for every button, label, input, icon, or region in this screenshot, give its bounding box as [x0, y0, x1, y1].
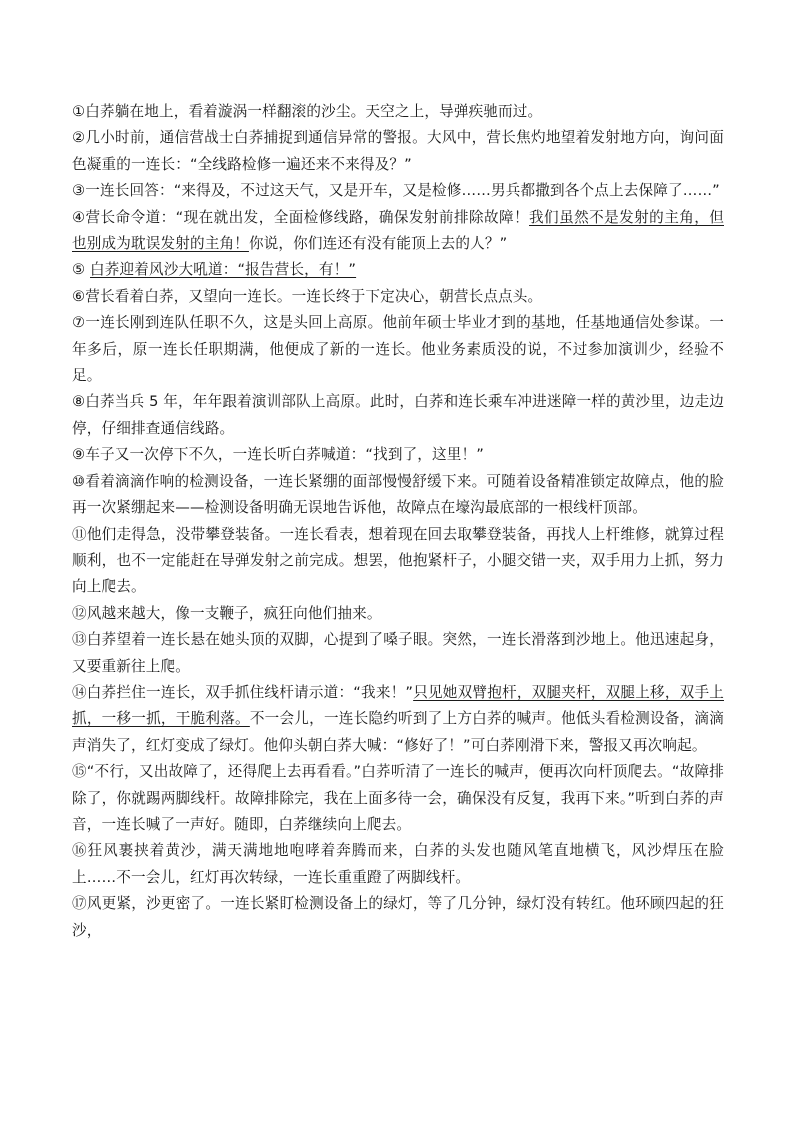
paragraph-number: ⑤ — [72, 261, 91, 279]
paragraph-text: ⑬白荞望着一连长悬在她头顶的双脚，心提到了嗓子眼。突然，一连长滑落到沙地上。他迅速起身，又要重新往上爬。 — [72, 631, 724, 675]
paragraph-text: ⑥营长看着白荞，又望向一连长。一连长终于下定决心，朝营长点点头。 — [72, 287, 543, 305]
paragraph-8 — [72, 389, 724, 442]
paragraph-text: ⑫风越来越大，像一支鞭子，疯狂向他们抽来。 — [72, 604, 382, 622]
paragraph-10 — [72, 469, 724, 522]
paragraph-9 — [72, 442, 724, 468]
paragraph-text: ⑨车子又一次停下不久，一连长听白荞喊道：“找到了，这里！” — [72, 446, 484, 464]
paragraph-6 — [72, 284, 724, 310]
story-text — [72, 99, 724, 944]
paragraph-7 — [72, 310, 724, 389]
paragraph-text: ②几小时前，通信营战士白荞捕捉到通信异常的警报。大风中，营长焦灼地望着发射地方向，询问面色凝重的一连长：“全线路检修一遍还来不来得及？” — [72, 129, 724, 173]
paragraph-text: ⑮“不行，又出故障了，还得爬上去再看看。”白荞听清了一连长的喊声，便再次向杆顶爬去。“故障排除了，你就踢两脚线杆。故障排除完，我在上面多待一会，确保没有反复，我再下来。”听到白荞的声音，一连长喊了一声好。随即，白荞继续向上爬去。 — [72, 763, 724, 833]
paragraph-text: ①白荞躺在地上，看着漩涡一样翻滚的沙尘。天空之上，导弹疾驰而过。 — [72, 103, 543, 120]
paragraph-text: 你说，你们连还有没有能顶上去的人？” — [248, 235, 508, 253]
paragraph-13 — [72, 627, 724, 680]
paragraph-14 — [72, 680, 724, 759]
underlined-sentence: 只见她双臂抱杆，双腿夹杆，双腿上移，双手上抓，一移一抓，干脆利落。 — [72, 683, 724, 728]
paragraph-3 — [72, 178, 724, 204]
paragraph-16 — [72, 838, 724, 891]
paragraph-text: ⑰风更紧，沙更密了。一连长紧盯检测设备上的绿灯，等了几分钟，绿灯没有转红。他环顾四起的狂沙， — [72, 895, 724, 939]
paragraph-text: ⑪他们走得急，没带攀登装备。一连长看表，想着现在回去取攀登装备，再找人上杆维修，就算过程顺利，也不一定能赶在导弹发射之前完成。想罢，他抱紧杆子，小腿交错一夹，双手用力上抓，努力向上爬去。 — [72, 525, 724, 596]
paragraph-2 — [72, 125, 724, 178]
paragraph-17 — [72, 891, 724, 944]
paragraph-text: ③一连长回答：“来得及，不过这天气，又是开车，又是检修……男兵都撒到各个点上去保障了……” — [72, 182, 720, 200]
paragraph-text: ⑧白荞当兵 5 年，年年跟着演训部队上高原。此时，白荞和连长乘车冲进迷障一样的黄沙里，边走边停，仔细排查通信线路。 — [72, 393, 724, 437]
underlined-sentence: 我们虽然不是发射的主角，但也别成为耽误发射的主角！ — [72, 208, 724, 253]
paragraph-1 — [72, 99, 724, 125]
paragraph-text: 不一会儿，一连长隐约听到了上方白荞的喊声。他低头看检测设备，滴滴声消失了，红灯变成了绿灯。他仰头朝白荞大喊：“修好了！”可白荞刚滑下来，警报又再次响起。 — [72, 710, 724, 754]
paragraph-text: ⑦一连长刚到连队任职不久，这是头回上高原。他前年硕士毕业才到的基地，任基地通信处参谋。一年多后，原一连长任职期满，他便成了新的一连长。他业务素质没的说，不过参加演训少，经验不足。 — [72, 314, 724, 385]
paragraph-text: ⑩看着滴滴作响的检测设备，一连长紧绷的面部慢慢舒缓下来。可随着设备精准锁定故障点，他的脸再一次紧绷起来——检测设备明确无误地告诉他，故障点在壕沟最底部的一根线杆顶部。 — [72, 472, 724, 517]
paragraph-5 — [72, 257, 724, 283]
paragraph-12 — [72, 601, 724, 627]
paragraph-11 — [72, 522, 724, 601]
paragraph-4 — [72, 205, 724, 258]
underlined-sentence: 白荞迎着风沙大吼道：“报告营长，有！” — [90, 261, 357, 279]
paragraph-15 — [72, 759, 724, 838]
paragraph-text: ⑭白荞拦住一连长，双手抓住线杆请示道：“我来！” — [72, 683, 414, 701]
paragraph-text: ④营长命令道：“现在就出发，全面检修线路，确保发射前排除故障！ — [72, 208, 530, 226]
paragraph-text: ⑯狂风裹挟着黄沙，满天满地地咆哮着奔腾而来，白荞的头发也随风笔直地横飞，风沙焊压在脸上……不一会儿，红灯再次转绿，一连长重重蹬了两脚线杆。 — [72, 842, 724, 886]
